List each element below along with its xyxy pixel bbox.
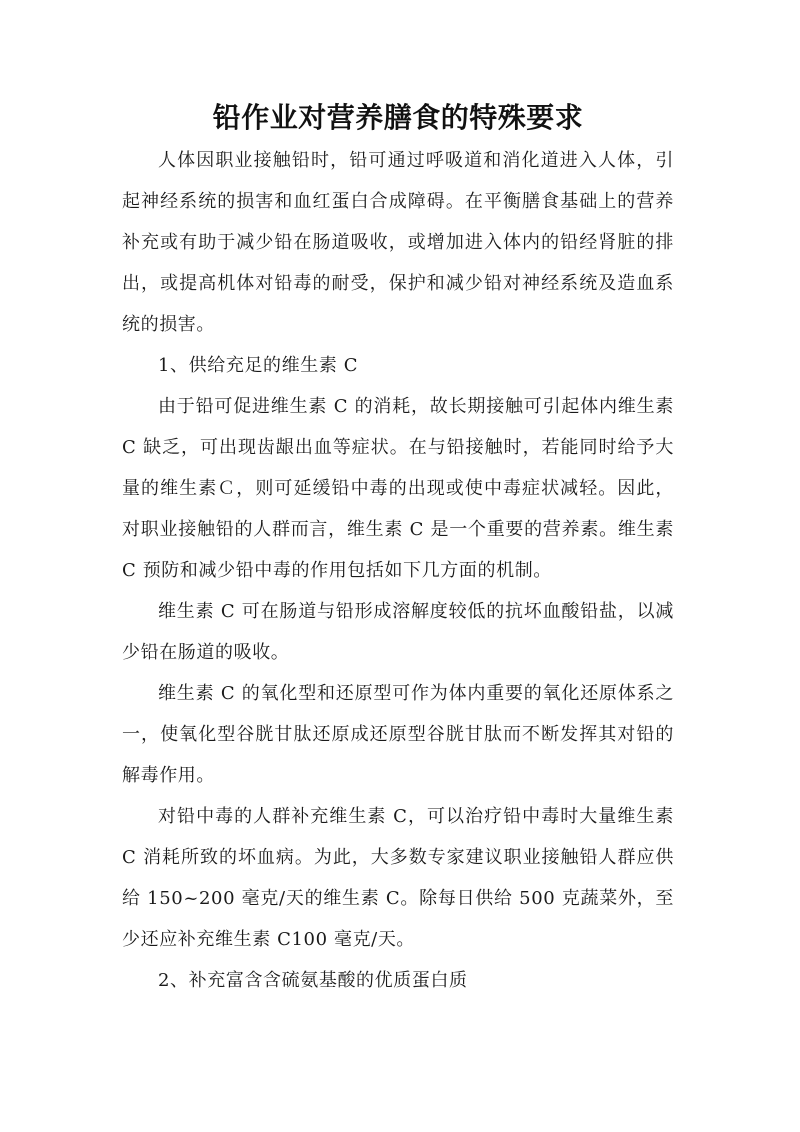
paragraph-vitamin-c-consumption: 由于铅可促进维生素 C 的消耗，故长期接触可引起体内维生素 C 缺乏，可出现齿龈出血等症状。在与铅接触时，若能同时给予大量的维生素Ｃ，则可延缓铅中毒的出现或使中毒症状减轻。因此，对职业接触铅的人群而言，维生素 C 是一个重要的营养素。维生素 C 预防和减少铅中毒的作用包括如下几方面的机制。 (122, 396, 674, 581)
paragraph-vitamin-c-redox: 维生素 C 的氧化型和还原型可作为体内重要的氧化还原体系之一，使氧化型谷胱甘肽还原成还原型谷胱甘肽而不断发挥其对铅的解毒作用。 (122, 683, 674, 786)
document-title: 铅作业对营养膳食的特殊要求 (212, 101, 584, 134)
section-heading-protein: 2、补充富含含硫氨基酸的优质蛋白质 (158, 970, 468, 991)
paragraph-intro: 人体因职业接触铅时，铅可通过呼吸道和消化道进入人体，引起神经系统的损害和血红蛋白合成障碍。在平衡膳食基础上的营养补充或有助于减少铅在肠道吸收，或增加进入体内的铅经肾脏的排出，或提高机体对铅毒的耐受，保护和减少铅对神经系统及造血系统的损害。 (122, 150, 674, 335)
paragraph-vitamin-c-absorption: 维生素 C 可在肠道与铅形成溶解度较低的抗坏血酸铅盐，以减少铅在肠道的吸收。 (122, 601, 674, 663)
paragraph-vitamin-c-dosage: 对铅中毒的人群补充维生素 C，可以治疗铅中毒时大量维生素 C 消耗所致的坏血病。为此，大多数专家建议职业接触铅人群应供给 150~200 毫克/天的维生素 C。除每日供给 500 克蔬菜外，至少还应补充维生素 C100 毫克/天。 (122, 806, 674, 950)
section-heading-vitamin-c: 1、供给充足的维生素 C (158, 355, 359, 376)
document-page (122, 96, 674, 1001)
